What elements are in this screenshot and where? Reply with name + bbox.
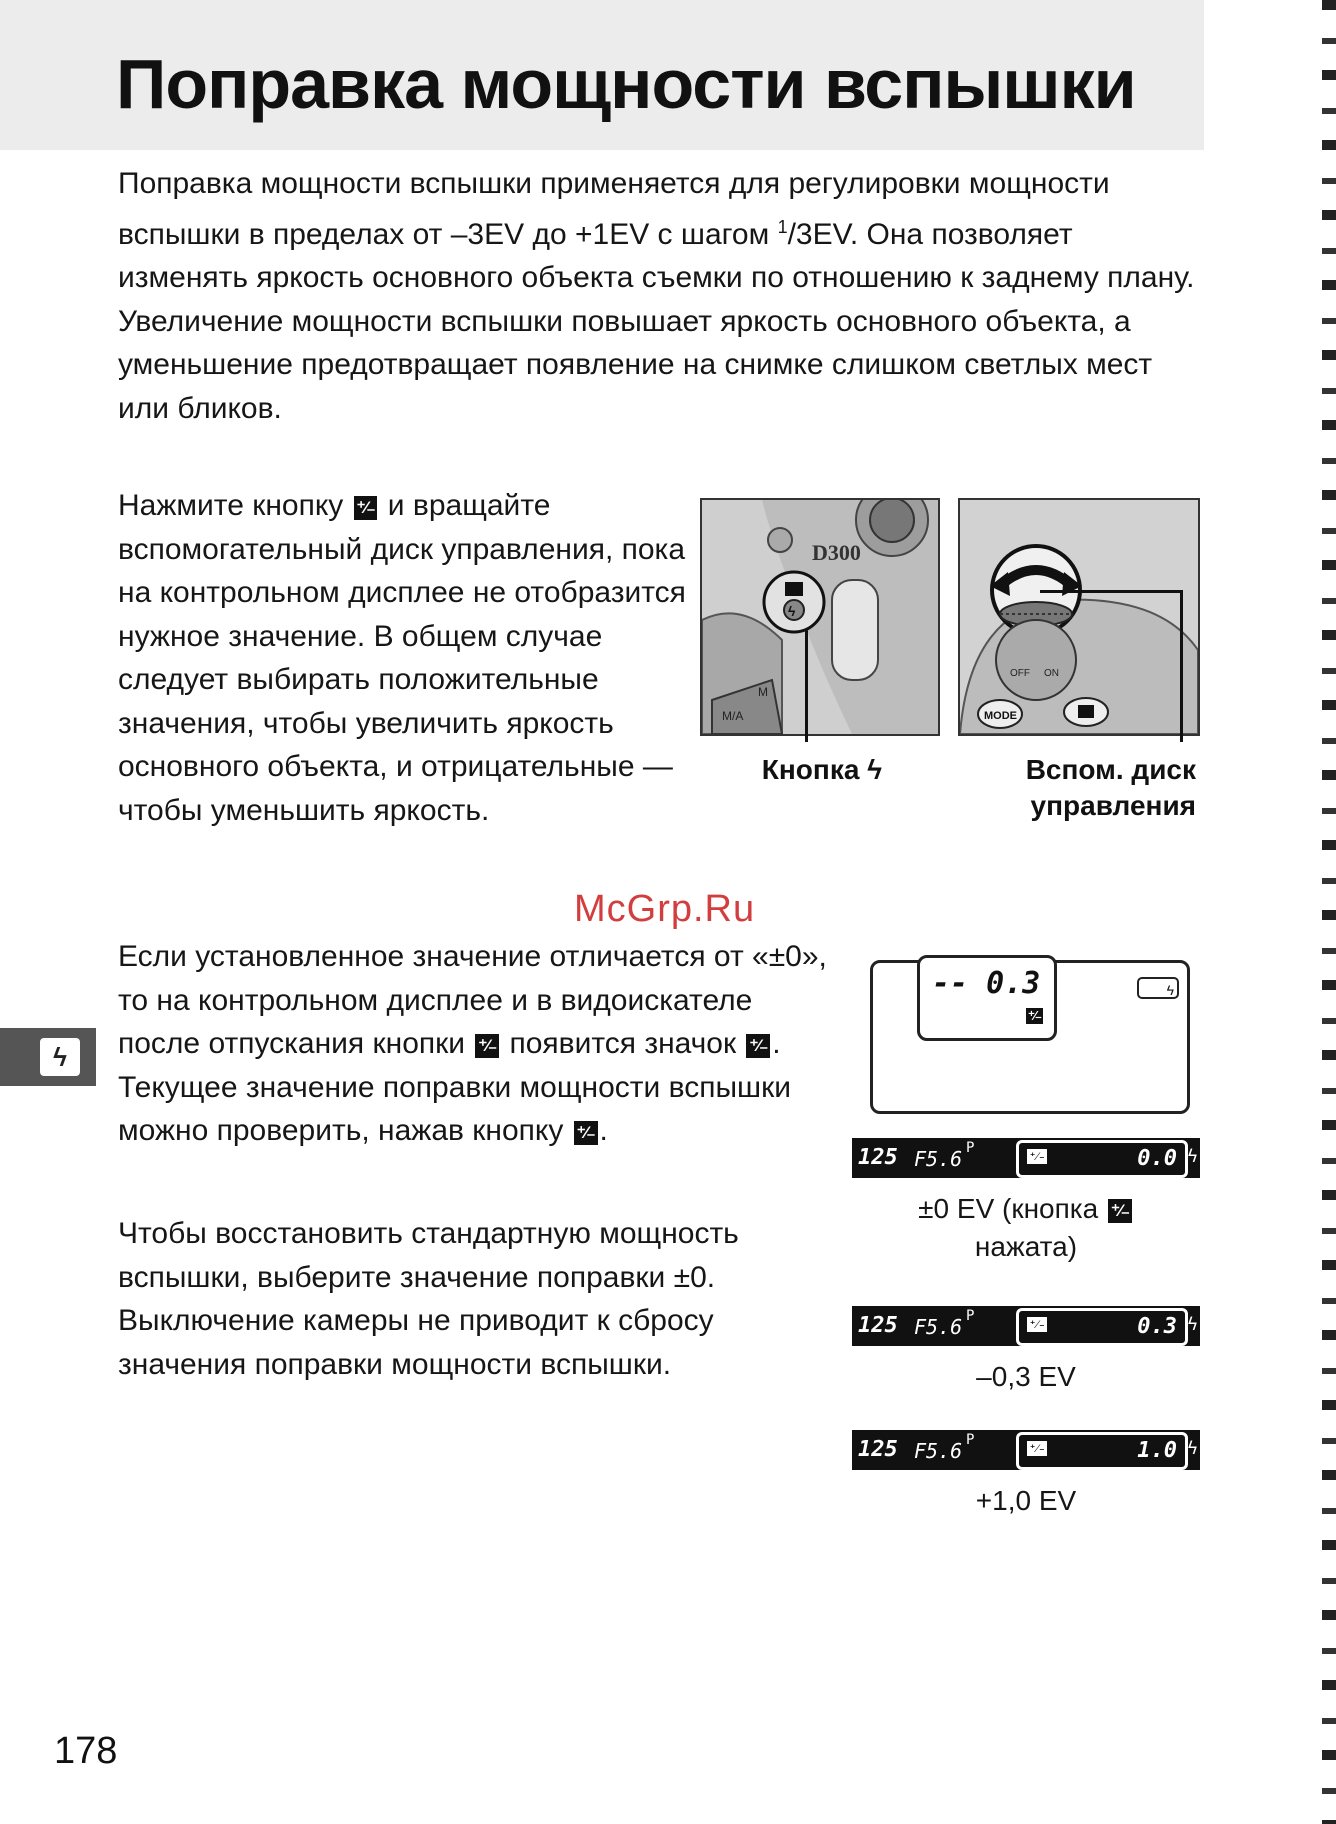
scan-edge [1322, 0, 1336, 1824]
instruction-text-b: и вращайте вспомогательный диск управления, пока на контрольном дисплее не отобразится нужное значение. В общем случае следует выбирать положительные значения, чтобы увеличить яркость основного объекта, и отрицательные — чтобы уменьшить яркость. [118, 489, 686, 827]
viewfinder-caption-b: нажата) [974, 1231, 1078, 1262]
aperture: F5.6 [914, 1315, 963, 1339]
flash-button-caption: Кнопка ϟ [761, 754, 882, 785]
flash-comp-frame [1016, 1432, 1188, 1470]
flash-comp-icon: ⁺⁄₋ [746, 1034, 770, 1058]
viewfinder-display [852, 1306, 1200, 1346]
viewfinder-display [852, 1138, 1200, 1178]
shutter-speed: 125 [858, 1313, 898, 1338]
dial-caption [960, 752, 1196, 824]
intro-text-b: /3EV. Она позволяет изменять яркость основного объекта съемки по отношению к заднему плану. Увеличение мощности вспышки повышает яркость основного объекта, а уменьшение предотвращает появление на снимке слишком светлых мест или бликов. [118, 217, 1195, 425]
svg-text:M/A: M/A [722, 709, 744, 723]
intro-paragraph [118, 162, 1208, 430]
flash-comp-frame [1016, 1308, 1188, 1346]
camera-body-illustration [702, 500, 938, 734]
intro-text-a: Поправка мощности вспышки применяется для регулировки мощности вспышки в пределах от –3EV до +1EV с шагом [118, 167, 1110, 251]
flash-ready-icon: ϟ [1187, 1438, 1198, 1459]
flash-comp-icon: ⁺⁄₋ [475, 1034, 499, 1058]
flash-button-leader [805, 630, 808, 742]
flash-comp-value: 0.3 [1137, 1314, 1177, 1339]
display-note-text-b: появится значок [501, 1027, 745, 1060]
dial-on-label: ON [1044, 668, 1059, 679]
control-panel-value: -- 0.3 [932, 966, 1041, 1001]
flash-comp-icon: ⁺⁄₋ [1028, 1008, 1041, 1023]
watermark: McGrp.Ru [574, 888, 756, 930]
intro-sup: 1 [777, 216, 788, 237]
flash-ready-icon: ϟ [1187, 1146, 1198, 1167]
svg-text:ϟ: ϟ [788, 603, 796, 619]
exposure-mode: P [966, 1308, 975, 1324]
flash-ready-icon: ϟ [1187, 1314, 1198, 1335]
flash-comp-icon: ⁺⁄₋ [574, 1121, 598, 1145]
mode-button-label: MODE [984, 710, 1017, 722]
flash-comp-frame [1016, 1140, 1188, 1178]
flash-comp-icon: ⁺⁄₋ [1029, 1317, 1046, 1331]
aperture: F5.6 [914, 1439, 963, 1463]
dial-off-label: OFF [1010, 668, 1030, 679]
control-panel-display [870, 960, 1190, 1114]
instruction-text-a: Нажмите кнопку [118, 489, 352, 522]
dial-leader-v [1180, 590, 1183, 742]
viewfinder-caption: +1,0 EV [975, 1485, 1077, 1516]
flash-comp-icon: ⁺⁄₋ [354, 496, 378, 520]
command-dial-illustration [960, 500, 1198, 734]
display-note-text-c: . Текущее значение поправки мощности вспышки можно проверить, нажав кнопку [118, 1027, 791, 1147]
flash-comp-icon: ⁺⁄₋ [1029, 1441, 1046, 1455]
viewfinder-caption-a: ±0 EV (кнопка [918, 1193, 1107, 1224]
flash-icon: ϟ [40, 1038, 80, 1076]
viewfinder-display [852, 1430, 1200, 1470]
dial-leader-h [1040, 590, 1182, 593]
shutter-speed: 125 [858, 1145, 898, 1170]
section-tab [0, 1028, 96, 1086]
viewfinder-caption [852, 1190, 1200, 1266]
dial-caption-line2: управления [1030, 790, 1196, 821]
display-note-text-a: Если установленное значение отличается от «±0», то на контрольном дисплее и в видоискателе после отпускания кнопки [118, 940, 827, 1060]
camera-model-label: D300 [812, 540, 861, 565]
flash-comp-value: 1.0 [1137, 1438, 1177, 1463]
reset-note-paragraph: Чтобы восстановить стандартную мощность вспышки, выберите значение поправки ±0. Выключение камеры не приводит к сбросу значения поправки мощности вспышки. [118, 1217, 739, 1381]
sub-command-dial-photo [958, 498, 1200, 736]
shutter-speed: 125 [858, 1437, 898, 1462]
control-panel-value-box [917, 955, 1057, 1041]
dial-caption-line1: Вспом. диск [1025, 754, 1196, 785]
aperture: F5.6 [914, 1147, 963, 1171]
flash-comp-value: 0.0 [1137, 1146, 1177, 1171]
viewfinder-caption: –0,3 EV [976, 1361, 1076, 1392]
flash-comp-icon: ⁺⁄₋ [1029, 1149, 1046, 1163]
svg-text:M: M [758, 685, 768, 699]
display-note-paragraph [118, 935, 838, 1153]
page-title: Поправка мощности вспышки [116, 45, 1136, 123]
flash-comp-icon: ⁺⁄₋ [1108, 1199, 1132, 1223]
battery-icon: ϟ [1137, 977, 1179, 999]
instruction-paragraph [118, 484, 688, 832]
camera-flash-button-photo [700, 498, 940, 736]
exposure-mode: P [966, 1140, 975, 1156]
display-note-text-d: . [599, 1114, 608, 1147]
exposure-mode: P [966, 1432, 975, 1448]
page-number: 178 [54, 1730, 118, 1772]
